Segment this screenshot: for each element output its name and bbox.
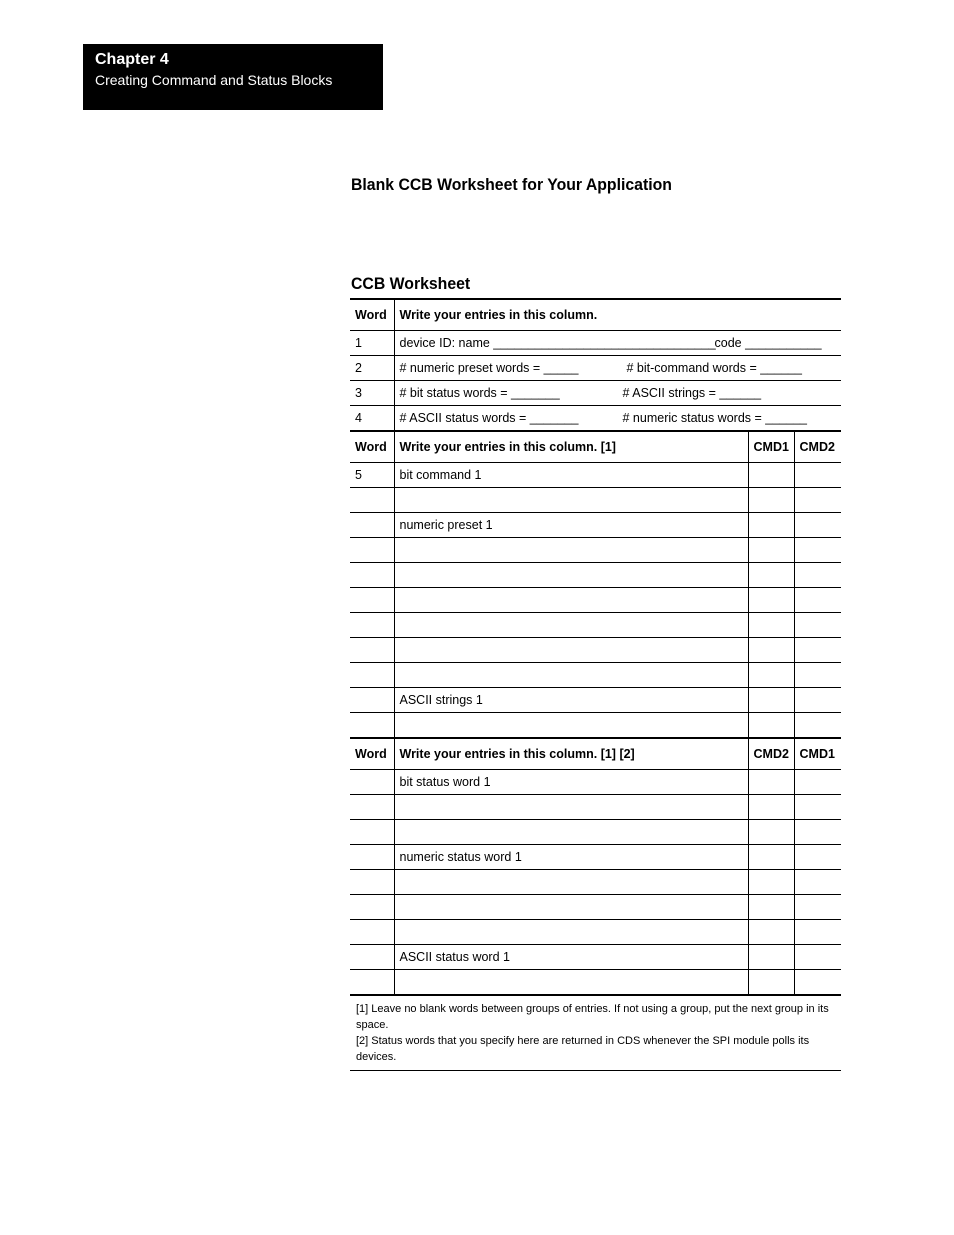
cmd-cell[interactable] xyxy=(794,688,841,713)
word-column-header: Word xyxy=(350,299,394,331)
cmd-cell[interactable] xyxy=(794,638,841,663)
table-row xyxy=(350,463,841,488)
table-row xyxy=(350,713,841,739)
cmd-cell[interactable] xyxy=(748,488,794,513)
table-row xyxy=(350,945,841,970)
table-row xyxy=(350,870,841,895)
entries-column-header: Write your entries in this column. [1] [2] xyxy=(394,738,748,770)
table-row xyxy=(350,356,841,381)
cmd-cell[interactable] xyxy=(748,463,794,488)
cmd-cell[interactable] xyxy=(748,688,794,713)
entry-cell[interactable]: bit status word 1 xyxy=(394,770,748,795)
cmd-cell[interactable] xyxy=(748,970,794,996)
word-number: 3 xyxy=(350,381,394,406)
entries-column-header: Write your entries in this column. xyxy=(394,299,841,331)
cmd-cell[interactable] xyxy=(748,770,794,795)
word-number xyxy=(350,795,394,820)
cmd-cell[interactable] xyxy=(794,713,841,739)
table-row xyxy=(350,970,841,996)
command-header-row xyxy=(350,431,841,463)
entry-cell[interactable] xyxy=(394,538,748,563)
entry-cell[interactable]: bit command 1 xyxy=(394,463,748,488)
word-number xyxy=(350,638,394,663)
entry-cell[interactable] xyxy=(394,406,841,432)
cmd1-column-header: CMD1 xyxy=(748,431,794,463)
entry-cell[interactable] xyxy=(394,920,748,945)
cmd-cell[interactable] xyxy=(794,513,841,538)
word-number xyxy=(350,488,394,513)
cmd-cell[interactable] xyxy=(748,638,794,663)
word-number: 5 xyxy=(350,463,394,488)
table-row xyxy=(350,331,841,356)
cmd-cell[interactable] xyxy=(748,513,794,538)
table-row xyxy=(350,920,841,945)
word-number xyxy=(350,945,394,970)
table-row xyxy=(350,488,841,513)
entry-cell[interactable] xyxy=(394,563,748,588)
section-title: Blank CCB Worksheet for Your Application xyxy=(351,175,672,194)
cmd-cell[interactable] xyxy=(794,563,841,588)
cmd-cell[interactable] xyxy=(794,538,841,563)
cmd-cell[interactable] xyxy=(748,663,794,688)
worksheet-title: CCB Worksheet xyxy=(351,274,471,293)
code-field: code ___________ xyxy=(714,336,822,350)
cmd-cell[interactable] xyxy=(794,970,841,996)
word-number xyxy=(350,663,394,688)
cmd-cell[interactable] xyxy=(794,895,841,920)
cmd-cell[interactable] xyxy=(748,845,794,870)
footnote-2: [2] Status words that you specify here are returned in CDS whenever the SPI module polls its devices. xyxy=(356,1035,810,1063)
entry-cell[interactable]: numeric status word 1 xyxy=(394,845,748,870)
table-row xyxy=(350,638,841,663)
entry-cell[interactable] xyxy=(394,331,841,356)
cmd-cell[interactable] xyxy=(748,713,794,739)
table-row xyxy=(350,538,841,563)
cmd-cell[interactable] xyxy=(748,870,794,895)
cmd-cell[interactable] xyxy=(748,920,794,945)
table-row xyxy=(350,895,841,920)
word-number xyxy=(350,538,394,563)
table-row xyxy=(350,820,841,845)
entry-cell[interactable] xyxy=(394,713,748,739)
bit-command-words-field: # bit-command words = ______ xyxy=(626,361,802,375)
word-number xyxy=(350,920,394,945)
cmd-cell[interactable] xyxy=(794,795,841,820)
table-row xyxy=(350,588,841,613)
word-number: 4 xyxy=(350,406,394,432)
word-number: 2 xyxy=(350,356,394,381)
cmd-cell[interactable] xyxy=(748,588,794,613)
cmd-cell[interactable] xyxy=(794,463,841,488)
table-row xyxy=(350,770,841,795)
word-number xyxy=(350,770,394,795)
cmd-cell[interactable] xyxy=(748,945,794,970)
chapter-subtitle: Creating Command and Status Blocks xyxy=(95,72,333,88)
entry-cell[interactable] xyxy=(394,970,748,996)
word-number xyxy=(350,845,394,870)
word-number xyxy=(350,820,394,845)
entry-cell[interactable] xyxy=(394,870,748,895)
entry-cell[interactable] xyxy=(394,820,748,845)
entry-cell[interactable]: numeric preset 1 xyxy=(394,513,748,538)
cmd1-column-header: CMD1 xyxy=(794,738,841,770)
footnote-1: [1] Leave no blank words between groups of entries. If not using a group, put the next group in its space. xyxy=(356,1003,829,1031)
word-number xyxy=(350,713,394,739)
word-number xyxy=(350,688,394,713)
entry-cell[interactable] xyxy=(394,356,841,381)
table-row xyxy=(350,663,841,688)
worksheet-header-row xyxy=(350,299,841,331)
table-row xyxy=(350,795,841,820)
word-column-header: Word xyxy=(350,431,394,463)
cmd-cell[interactable] xyxy=(748,538,794,563)
table-row xyxy=(350,563,841,588)
table-row xyxy=(350,513,841,538)
entry-cell[interactable] xyxy=(394,613,748,638)
cmd-cell[interactable] xyxy=(794,613,841,638)
entry-cell[interactable] xyxy=(394,895,748,920)
cmd2-column-header: CMD2 xyxy=(748,738,794,770)
word-number xyxy=(350,970,394,996)
cmd-cell[interactable] xyxy=(794,920,841,945)
cmd-cell[interactable] xyxy=(748,795,794,820)
table-row xyxy=(350,613,841,638)
word-number: 1 xyxy=(350,331,394,356)
cmd-cell[interactable] xyxy=(794,845,841,870)
entry-cell[interactable] xyxy=(394,638,748,663)
footnotes-row xyxy=(350,995,841,1071)
word-number xyxy=(350,613,394,638)
entry-cell[interactable]: ASCII strings 1 xyxy=(394,688,748,713)
entry-cell[interactable]: ASCII status word 1 xyxy=(394,945,748,970)
cmd-cell[interactable] xyxy=(794,588,841,613)
ccb-worksheet-table xyxy=(350,298,841,1071)
cmd-cell[interactable] xyxy=(794,820,841,845)
table-row xyxy=(350,688,841,713)
word-number xyxy=(350,895,394,920)
cmd-cell[interactable] xyxy=(748,895,794,920)
entries-column-header: Write your entries in this column. [1] xyxy=(394,431,748,463)
word-number xyxy=(350,870,394,895)
cmd-cell[interactable] xyxy=(748,563,794,588)
table-row xyxy=(350,845,841,870)
word-number xyxy=(350,563,394,588)
word-number xyxy=(350,513,394,538)
entry-cell[interactable] xyxy=(394,663,748,688)
cmd2-column-header: CMD2 xyxy=(794,431,841,463)
status-header-row xyxy=(350,738,841,770)
word-number xyxy=(350,588,394,613)
cmd-cell[interactable] xyxy=(794,663,841,688)
chapter-header xyxy=(83,44,383,110)
cmd-cell[interactable] xyxy=(794,488,841,513)
ascii-strings-field: # ASCII strings = ______ xyxy=(622,386,762,400)
word-column-header: Word xyxy=(350,738,394,770)
cmd-cell[interactable] xyxy=(794,770,841,795)
numeric-preset-words-field: # numeric preset words = _____ xyxy=(399,361,579,375)
entry-cell[interactable] xyxy=(394,488,748,513)
entry-cell[interactable] xyxy=(394,381,841,406)
cmd-cell[interactable] xyxy=(748,613,794,638)
bit-status-words-field: # bit status words = _______ xyxy=(399,386,560,400)
entry-cell[interactable] xyxy=(394,588,748,613)
table-row xyxy=(350,381,841,406)
chapter-number: Chapter 4 xyxy=(95,51,169,68)
ascii-status-words-field: # ASCII status words = _______ xyxy=(399,411,579,425)
cmd-cell[interactable] xyxy=(794,945,841,970)
numeric-status-words-field: # numeric status words = ______ xyxy=(622,411,807,425)
cmd-cell[interactable] xyxy=(794,870,841,895)
entry-cell[interactable] xyxy=(394,795,748,820)
table-row xyxy=(350,406,841,432)
footnotes xyxy=(350,995,841,1071)
device-id-field: device ID: name ________________________________ xyxy=(399,336,716,350)
cmd-cell[interactable] xyxy=(748,820,794,845)
